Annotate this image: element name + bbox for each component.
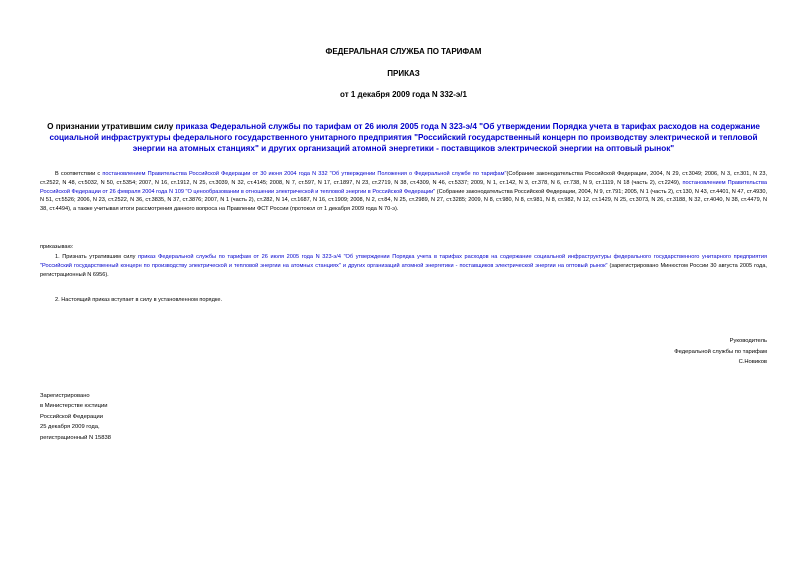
preamble-text-2: (Собрание законодательства Российской Федерации, 2004, N 29, ст.3049; 2006, N 3, ст.301, N 23, ст.2522, N 48, ст.5032, N 50, ст.5354; 2007, N 16, ст.1912, N 25, ст.3039, N 32, ст.4145; 2008, N 7, ст.597, N 17, ст.1897, N 23, ст.2719, N 38, ст.4309, N 46, ст.5337; 2009, N 1, ст.142, N 3, ст.378, N 6, ст.738, N 9, ст.1119, N 18 (часть 2), ст.2249), xyxy=(40,171,768,186)
document-title xyxy=(40,121,767,154)
signature-block xyxy=(674,336,767,368)
preamble-text-3: (Собрание законодательства Российской Федерации, 2004, N 9, ст.791; 2005, N 1 (часть 2), ст.130, N 43, ст.4401, N 47, ст.4930, N 51, ст.5526; 2006, N 23, ст.2522, N 36, ст.3835, N 37, ст.3876; 2007, N 1 (часть 2), ст.282, N 14, ст.1687, N 16, ст.1909; 2008, N 2, ст.84, N 25, ст.2989, N 27, ст.3285; 2009, N 8, ст.980, N 8, ст.981, N 8, ст.982, N 12, ст.1429, N 25, ст.3073, N 26, ст.3188, N 32, ст.4040, N 38, ст.4479, N 38, ст.4494), а также учитывая итоги рассмотрения данного вопроса на Правлении ФСТ России (протокол от 1 декабря 2009 года N 70-э). xyxy=(40,188,768,213)
preamble-link-resolution-332[interactable]: постановлением Правительства Российской Федерации от 30 июня 2004 года N 332 "Об утверждении Положения о Федеральной службе по тарифам" xyxy=(102,171,507,177)
item1-link-order-323[interactable]: приказ Федеральной службы по тарифам от 26 июля 2005 года N 323-э/4 "Об утверждении Порядка учета в тарифах расходов на содержание социальной инфраструктуры федерального государственного унитарного предприятия "Российский государственный концерн по производству электрической и тепловой энергии на атомных станциях" и других организаций атомной энергетики - поставщиков электрической энергии на оптовый рынок" xyxy=(40,254,768,269)
signature-organization: Федеральной службы по тарифам xyxy=(674,348,767,355)
title-prefix: О признании утратившим силу xyxy=(47,122,176,131)
preamble-text-1: В соответствии с xyxy=(55,171,103,177)
registration-block xyxy=(40,391,111,443)
document-date-number: от 1 декабря 2009 года N 332-э/1 xyxy=(340,90,467,99)
signature-name: С.Новиков xyxy=(738,359,767,365)
registration-number: регистрационный N 15838 xyxy=(40,434,111,441)
preamble-link-resolution-109[interactable]: постановлением Правительства Российской Федерации от 26 февраля 2004 года N 109 "О ценообразовании в отношении электрической и тепловой энергии в Российской Федерации" xyxy=(40,179,767,195)
registration-line: Зарегистрировано xyxy=(40,393,90,399)
agency-name: ФЕДЕРАЛЬНАЯ СЛУЖБА ПО ТАРИФАМ xyxy=(325,47,482,56)
preamble-paragraph xyxy=(40,170,767,214)
title-link-order-323[interactable]: приказа Федеральной службы по тарифам от 26 июля 2005 года N 323-э/4 "Об утверждении Порядка учета в тарифах расходов на содержание социальной инфраструктуры федерального государственного унитарного предприятия "Российский государственный концерн по производству электрической и тепловой энергии на атомных станциях" и других организаций атомной энергетики - поставщиков электрической энергии на оптовый рынок" xyxy=(49,122,760,153)
registration-date: 25 декабря 2009 года, xyxy=(40,424,100,431)
registration-line: Российской Федерации xyxy=(40,413,104,420)
order-word: приказываю: xyxy=(40,244,74,250)
item1-text-1: 1. Признать утратившим силу xyxy=(55,254,139,260)
signature-position: Руководитель xyxy=(729,338,767,344)
item1-text-2: (зарегистрировано Минюстом России 30 августа 2005 года, регистрационный N 6956). xyxy=(40,262,767,278)
order-item-1 xyxy=(40,253,767,279)
document-type: ПРИКАЗ xyxy=(387,69,420,78)
registration-line: в Министерстве юстиции xyxy=(40,403,108,410)
order-item-2: 2. Настоящий приказ вступает в силу в установленном порядке. xyxy=(55,297,223,303)
